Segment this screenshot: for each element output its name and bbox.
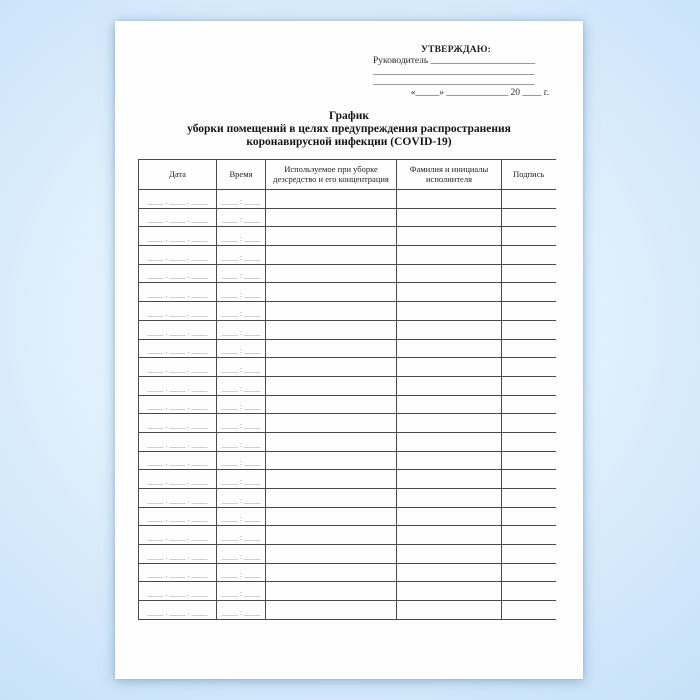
- executor-cell: [397, 320, 502, 339]
- disinfectant-cell: [266, 227, 397, 246]
- date-cell: ____ . ____ . ____: [139, 227, 217, 246]
- date-cell: ____ . ____ . ____: [139, 264, 217, 283]
- executor-cell: [397, 395, 502, 414]
- date-cell: ____ . ____ . ____: [139, 563, 217, 582]
- table-row: [139, 358, 556, 377]
- disinfectant-cell: [266, 601, 397, 620]
- table-row: [139, 526, 556, 545]
- signature-cell: [502, 395, 556, 414]
- table-row: [139, 246, 556, 265]
- executor-cell: [397, 432, 502, 451]
- disinfectant-cell: [266, 395, 397, 414]
- document-title: [115, 110, 583, 148]
- executor-cell: [397, 601, 502, 620]
- date-cell: ____ . ____ . ____: [139, 432, 217, 451]
- signature-cell: [502, 432, 556, 451]
- disinfectant-cell: [266, 582, 397, 601]
- time-cell: ____ : ____: [217, 470, 266, 489]
- date-cell: ____ . ____ . ____: [139, 190, 217, 209]
- table-row: [139, 582, 556, 601]
- disinfectant-cell: [266, 414, 397, 433]
- executor-cell: [397, 264, 502, 283]
- time-cell: ____ : ____: [217, 264, 266, 283]
- date-cell: ____ . ____ . ____: [139, 376, 217, 395]
- disinfectant-cell: [266, 264, 397, 283]
- table-row: [139, 339, 556, 358]
- disinfectant-cell: [266, 283, 397, 302]
- table-row: [139, 507, 556, 526]
- disinfectant-cell: [266, 526, 397, 545]
- approval-heading: УТВЕРЖДАЮ:: [420, 45, 492, 55]
- time-cell: ____ : ____: [217, 283, 266, 302]
- table-row: [139, 601, 556, 620]
- disinfectant-cell: [266, 545, 397, 564]
- date-cell: ____ . ____ . ____: [139, 507, 217, 526]
- column-header-time: Время: [217, 160, 266, 190]
- date-cell: ____ . ____ . ____: [139, 320, 217, 339]
- table-row: [139, 264, 556, 283]
- date-cell: ____ . ____ . ____: [139, 582, 217, 601]
- table-row: [139, 302, 556, 321]
- time-cell: ____ : ____: [217, 358, 266, 377]
- table-row: [139, 320, 556, 339]
- executor-cell: [397, 283, 502, 302]
- date-cell: ____ . ____ . ____: [139, 283, 217, 302]
- time-cell: ____ : ____: [217, 302, 266, 321]
- disinfectant-cell: [266, 302, 397, 321]
- time-cell: ____ : ____: [217, 395, 266, 414]
- time-cell: ____ : ____: [217, 246, 266, 265]
- header-row: [139, 160, 556, 190]
- disinfectant-cell: [266, 190, 397, 209]
- table-body: [139, 190, 556, 620]
- disinfectant-cell: [266, 358, 397, 377]
- title-line-1: График: [329, 110, 369, 122]
- time-cell: ____ : ____: [217, 376, 266, 395]
- approval-blank-line-1: __________________________________: [373, 66, 535, 77]
- executor-cell: [397, 302, 502, 321]
- executor-cell: [397, 227, 502, 246]
- disinfectant-cell: [266, 451, 397, 470]
- time-cell: ____ : ____: [217, 507, 266, 526]
- executor-cell: [397, 545, 502, 564]
- table-row: [139, 470, 556, 489]
- date-cell: ____ . ____ . ____: [139, 601, 217, 620]
- time-cell: ____ : ____: [217, 432, 266, 451]
- signature-cell: [502, 545, 556, 564]
- table-row: [139, 283, 556, 302]
- column-header-disinfectant: Используемое при уборке дезсредство и его концентрация: [266, 160, 397, 190]
- approval-role-line: Руководитель ______________________: [373, 55, 536, 66]
- time-cell: ____ : ____: [217, 339, 266, 358]
- signature-cell: [502, 302, 556, 321]
- signature-cell: [502, 451, 556, 470]
- signature-cell: [502, 264, 556, 283]
- time-cell: ____ : ____: [217, 451, 266, 470]
- table-row: [139, 208, 556, 227]
- time-cell: ____ : ____: [217, 190, 266, 209]
- executor-cell: [397, 414, 502, 433]
- executor-cell: [397, 358, 502, 377]
- executor-cell: [397, 451, 502, 470]
- signature-cell: [502, 414, 556, 433]
- table-row: [139, 395, 556, 414]
- disinfectant-cell: [266, 376, 397, 395]
- table-row: [139, 376, 556, 395]
- schedule-table-container: [138, 159, 556, 620]
- time-cell: ____ : ____: [217, 545, 266, 564]
- date-cell: ____ . ____ . ____: [139, 526, 217, 545]
- time-cell: ____ : ____: [217, 320, 266, 339]
- signature-cell: [502, 320, 556, 339]
- signature-cell: [502, 208, 556, 227]
- table-row: [139, 545, 556, 564]
- time-cell: ____ : ____: [217, 563, 266, 582]
- disinfectant-cell: [266, 432, 397, 451]
- table-row: [139, 227, 556, 246]
- executor-cell: [397, 208, 502, 227]
- approval-date-line: «_____» _____________ 20 ____ г.: [410, 88, 549, 99]
- column-header-date: Дата: [139, 160, 217, 190]
- date-cell: ____ . ____ . ____: [139, 302, 217, 321]
- executor-cell: [397, 339, 502, 358]
- signature-cell: [502, 563, 556, 582]
- cleaning-schedule-table: [138, 159, 556, 620]
- approval-block: [373, 45, 549, 99]
- signature-cell: [502, 190, 556, 209]
- executor-cell: [397, 563, 502, 582]
- time-cell: ____ : ____: [217, 526, 266, 545]
- disinfectant-cell: [266, 320, 397, 339]
- table-row: [139, 563, 556, 582]
- disinfectant-cell: [266, 339, 397, 358]
- executor-cell: [397, 190, 502, 209]
- date-cell: ____ . ____ . ____: [139, 545, 217, 564]
- disinfectant-cell: [266, 507, 397, 526]
- time-cell: ____ : ____: [217, 601, 266, 620]
- table-row: [139, 432, 556, 451]
- executor-cell: [397, 246, 502, 265]
- table-row: [139, 414, 556, 433]
- disinfectant-cell: [266, 246, 397, 265]
- signature-cell: [502, 246, 556, 265]
- executor-cell: [397, 470, 502, 489]
- date-cell: ____ . ____ . ____: [139, 489, 217, 508]
- signature-cell: [502, 283, 556, 302]
- signature-cell: [502, 339, 556, 358]
- approval-blank-line-2: __________________________________: [373, 77, 535, 88]
- signature-cell: [502, 376, 556, 395]
- signature-cell: [502, 582, 556, 601]
- date-cell: ____ . ____ . ____: [139, 451, 217, 470]
- disinfectant-cell: [266, 470, 397, 489]
- table-row: [139, 190, 556, 209]
- signature-cell: [502, 489, 556, 508]
- executor-cell: [397, 376, 502, 395]
- column-header-executor: Фамилия и инициалы исполнителя: [397, 160, 502, 190]
- executor-cell: [397, 582, 502, 601]
- signature-cell: [502, 470, 556, 489]
- title-line-2: уборки помещений в целях предупреждения распространения: [187, 122, 511, 135]
- table-row: [139, 489, 556, 508]
- date-cell: ____ . ____ . ____: [139, 208, 217, 227]
- executor-cell: [397, 507, 502, 526]
- date-cell: ____ . ____ . ____: [139, 470, 217, 489]
- time-cell: ____ : ____: [217, 208, 266, 227]
- time-cell: ____ : ____: [217, 227, 266, 246]
- time-cell: ____ : ____: [217, 414, 266, 433]
- disinfectant-cell: [266, 563, 397, 582]
- column-header-signature: Подпись: [502, 160, 556, 190]
- executor-cell: [397, 526, 502, 545]
- document-page: [115, 21, 583, 679]
- signature-cell: [502, 227, 556, 246]
- disinfectant-cell: [266, 489, 397, 508]
- title-line-3: коронавирусной инфекции (COVID-19): [246, 135, 452, 148]
- executor-cell: [397, 489, 502, 508]
- date-cell: ____ . ____ . ____: [139, 246, 217, 265]
- table-row: [139, 451, 556, 470]
- disinfectant-cell: [266, 208, 397, 227]
- signature-cell: [502, 358, 556, 377]
- signature-cell: [502, 526, 556, 545]
- signature-cell: [502, 507, 556, 526]
- signature-cell: [502, 601, 556, 620]
- date-cell: ____ . ____ . ____: [139, 358, 217, 377]
- date-cell: ____ . ____ . ____: [139, 339, 217, 358]
- date-cell: ____ . ____ . ____: [139, 414, 217, 433]
- time-cell: ____ : ____: [217, 582, 266, 601]
- date-cell: ____ . ____ . ____: [139, 395, 217, 414]
- time-cell: ____ : ____: [217, 489, 266, 508]
